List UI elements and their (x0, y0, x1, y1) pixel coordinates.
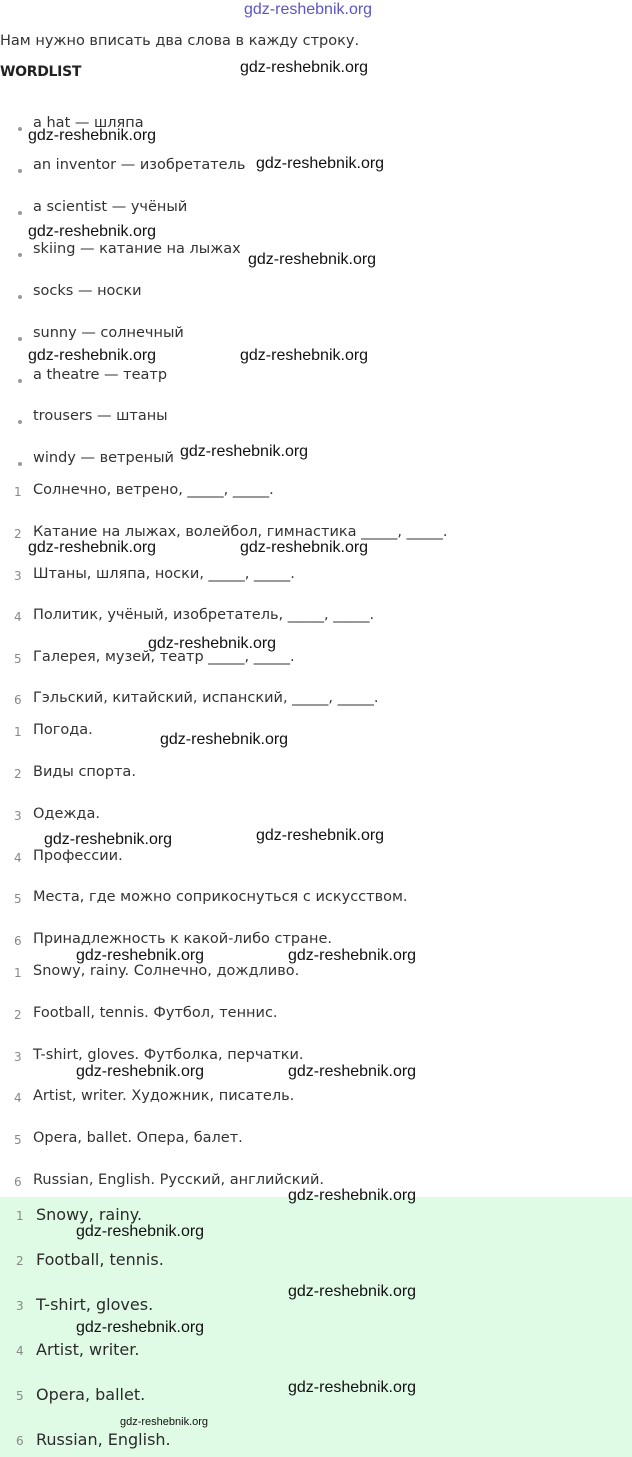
category-item: Профессии. (33, 848, 123, 864)
watermark: gdz-reshebnik.org (288, 1379, 417, 1396)
list-item: trousers — штаны (33, 408, 168, 424)
item-number: 4 (16, 1344, 24, 1358)
watermark: gdz-reshebnik.org (76, 1223, 205, 1240)
exercise-item: Штаны, шляпа, носки, _____, _____. (33, 566, 295, 582)
watermark: gdz-reshebnik.org (148, 635, 277, 652)
watermark: gdz-reshebnik.org (288, 1283, 417, 1300)
watermark: gdz-reshebnik.org (288, 1063, 417, 1080)
watermark: gdz-reshebnik.org (288, 1187, 417, 1204)
answer-item: Artist, writer. (36, 1340, 140, 1359)
list-item: a theatre — театр (33, 367, 168, 383)
watermark: gdz-reshebnik.org (240, 539, 369, 556)
list-item: socks — носки (33, 283, 142, 299)
answer-item: Russian, English. (36, 1430, 171, 1449)
item-number: 6 (14, 1175, 22, 1189)
watermark: gdz-reshebnik.org (28, 223, 157, 240)
intro-text: Нам нужно вписать два слова в кажду строку. (0, 33, 360, 49)
watermark: gdz-reshebnik.org (28, 127, 157, 144)
item-number: 1 (14, 725, 22, 739)
list-item: an inventor — изобретатель (33, 157, 246, 173)
translation-item: Opera, ballet. Опера, балет. (33, 1130, 243, 1146)
exercise-item: Политик, учёный, изобретатель, _____, _____. (33, 607, 375, 623)
translation-item: Russian, English. Русский, английский. (33, 1172, 324, 1188)
exercise-item: Галерея, музей, театр _____, _____. (33, 649, 295, 665)
watermark: gdz-reshebnik.org (76, 1063, 205, 1080)
watermark: gdz-reshebnik.org (288, 947, 417, 964)
wordlist-title: WORDLIST (0, 64, 82, 80)
translation-item: Football, tennis. Футбол, теннис. (33, 1005, 278, 1021)
item-number: 4 (14, 1091, 22, 1105)
bullet-icon (18, 169, 22, 173)
item-number: 4 (14, 610, 22, 624)
item-number: 2 (16, 1254, 24, 1268)
bullet-icon (18, 127, 22, 131)
site-header[interactable]: gdz-reshebnik.org (244, 1, 373, 18)
translation-item: T-shirt, gloves. Футболка, перчатки. (33, 1047, 304, 1063)
list-item: windy — ветреный (33, 450, 174, 466)
watermark: gdz-reshebnik.org (256, 827, 385, 844)
bullet-icon (18, 337, 22, 341)
item-number: 5 (14, 1133, 22, 1147)
item-number: 6 (16, 1434, 24, 1448)
item-number: 3 (14, 569, 22, 583)
watermark: gdz-reshebnik.org (240, 347, 369, 364)
watermark: gdz-reshebnik.org (28, 347, 157, 364)
bullet-icon (18, 253, 22, 257)
translation-item: Snowy, rainy. Солнечно, дождливо. (33, 963, 300, 979)
category-item: Погода. (33, 722, 93, 738)
watermark: gdz-reshebnik.org (160, 731, 289, 748)
bullet-icon (18, 462, 22, 466)
item-number: 4 (14, 851, 22, 865)
item-number: 1 (14, 966, 22, 980)
watermark: gdz-reshebnik.org (120, 1416, 209, 1428)
list-item: a hat — шляпа (33, 115, 144, 131)
bullet-icon (18, 420, 22, 424)
answer-item: T-shirt, gloves. (36, 1295, 154, 1314)
category-item: Места, где можно соприкоснуться с искусством. (33, 889, 408, 905)
exercise-item: Солнечно, ветрено, _____, _____. (33, 482, 274, 498)
answer-item: Snowy, rainy. (36, 1205, 143, 1224)
item-number: 1 (16, 1209, 24, 1223)
watermark: gdz-reshebnik.org (180, 443, 309, 460)
item-number: 3 (16, 1299, 24, 1313)
watermark: gdz-reshebnik.org (76, 1319, 205, 1336)
item-number: 2 (14, 767, 22, 781)
bullet-icon (18, 295, 22, 299)
item-number: 5 (14, 892, 22, 906)
bullet-icon (18, 379, 22, 383)
item-number: 2 (14, 527, 22, 541)
item-number: 5 (16, 1389, 24, 1403)
watermark: gdz-reshebnik.org (76, 947, 205, 964)
item-number: 1 (14, 485, 22, 499)
bullet-icon (18, 211, 22, 215)
translation-item: Artist, writer. Художник, писатель. (33, 1088, 295, 1104)
answer-item: Football, tennis. (36, 1250, 164, 1269)
category-item: Виды спорта. (33, 764, 136, 780)
item-number: 3 (14, 1050, 22, 1064)
item-number: 6 (14, 693, 22, 707)
item-number: 3 (14, 809, 22, 823)
item-number: 6 (14, 934, 22, 948)
list-item: sunny — солнечный (33, 325, 184, 341)
category-item: Принадлежность к какой-либо стране. (33, 931, 333, 947)
watermark: gdz-reshebnik.org (28, 539, 157, 556)
item-number: 5 (14, 652, 22, 666)
watermark: gdz-reshebnik.org (240, 59, 369, 76)
list-item: a scientist — учёный (33, 199, 188, 215)
watermark: gdz-reshebnik.org (44, 831, 173, 848)
item-number: 2 (14, 1008, 22, 1022)
exercise-item: Катание на лыжах, волейбол, гимнастика _____, _____. (33, 524, 448, 540)
category-item: Одежда. (33, 806, 100, 822)
exercise-item: Гэльский, китайский, испанский, _____, _____. (33, 690, 379, 706)
list-item: skiing — катание на лыжах (33, 241, 241, 257)
watermark: gdz-reshebnik.org (256, 155, 385, 172)
watermark: gdz-reshebnik.org (248, 251, 377, 268)
answer-item: Opera, ballet. (36, 1385, 146, 1404)
